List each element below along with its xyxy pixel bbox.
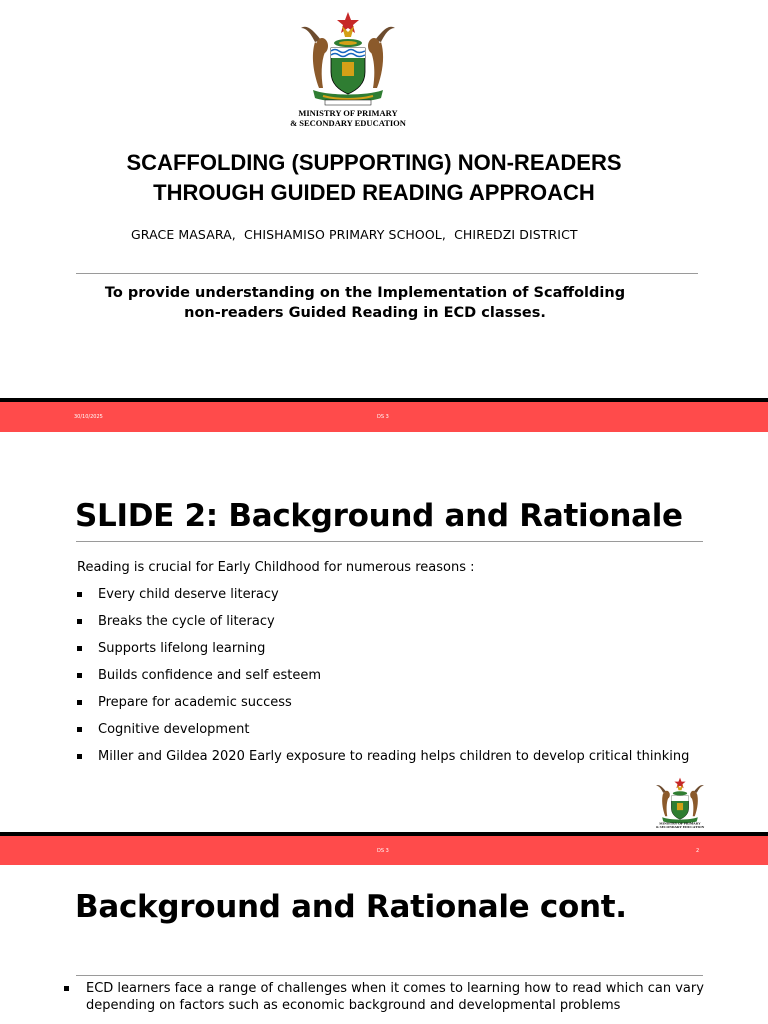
square-bullet-icon xyxy=(64,986,69,991)
footer-rule xyxy=(0,398,768,402)
square-bullet-icon xyxy=(77,592,82,597)
square-bullet-icon xyxy=(77,700,82,705)
crest-caption-line1: MINISTRY OF PRIMARY xyxy=(298,108,398,118)
list-item-text: Supports lifelong learning xyxy=(98,641,266,656)
slide-footer xyxy=(0,398,768,432)
list-item xyxy=(77,667,689,694)
square-bullet-icon xyxy=(77,727,82,732)
author-line: GRACE MASARA, CHISHAMISO PRIMARY SCHOOL, CHIREDZI DISTRICT xyxy=(131,227,578,242)
divider xyxy=(76,541,703,542)
list-item xyxy=(77,694,689,721)
square-bullet-icon xyxy=(77,619,82,624)
slide-footer xyxy=(0,832,768,865)
list-item xyxy=(77,748,689,775)
title-slide xyxy=(0,0,768,398)
slide-title: Background and Rationale cont. xyxy=(75,889,627,925)
slide-title-line2: THROUGH GUIDED READING APPROACH xyxy=(153,180,595,205)
list-item xyxy=(77,586,689,613)
background-rationale-cont-slide xyxy=(0,865,768,1024)
square-bullet-icon xyxy=(77,754,82,759)
list-item-text: Miller and Gildea 2020 Early exposure to reading helps children to develop critical thinking xyxy=(98,749,690,764)
footer-center: DS 3 xyxy=(377,414,389,420)
objective-line2: non-readers Guided Reading in ECD classes. xyxy=(184,305,546,321)
list-item-text: ECD learners face a range of challenges when it comes to learning how to read which can vary depending on factors such as economic background and developmental problems xyxy=(86,981,704,1013)
background-rationale-slide xyxy=(0,432,768,832)
list-item-text: Every child deserve literacy xyxy=(98,587,279,602)
crest-small-caption-line1: MINISTRY OF PRIMARY xyxy=(659,821,701,826)
objective-text xyxy=(60,283,670,323)
footer-date: 30/10/2025 xyxy=(74,414,103,420)
intro-text: Reading is crucial for Early Childhood for numerous reasons : xyxy=(77,560,475,575)
list-item-text: Builds confidence and self esteem xyxy=(98,668,322,683)
footer-center: DS 3 xyxy=(377,848,389,854)
bullet-list xyxy=(64,980,714,1014)
list-item-text: Cognitive development xyxy=(98,722,250,737)
slide-title-line1: SCAFFOLDING (SUPPORTING) NON-READERS xyxy=(126,150,622,175)
coat-of-arms-icon xyxy=(293,10,403,110)
footer-rule xyxy=(0,832,768,836)
crest-small-caption-line2: & SECONDARY EDUCATION xyxy=(655,824,705,829)
objective-line1: To provide understanding on the Implementation of Scaffolding xyxy=(104,285,626,301)
divider xyxy=(76,273,698,274)
crest-caption xyxy=(268,108,428,128)
list-item xyxy=(77,721,689,748)
coat-of-arms-icon xyxy=(652,775,708,829)
list-item xyxy=(77,613,689,640)
list-item-text: Prepare for academic success xyxy=(98,695,292,710)
crest-caption-line2: & SECONDARY EDUCATION xyxy=(290,118,406,128)
slide-title xyxy=(40,148,708,208)
bullet-list xyxy=(77,586,689,775)
square-bullet-icon xyxy=(77,673,82,678)
divider xyxy=(76,975,703,976)
square-bullet-icon xyxy=(77,646,82,651)
list-item xyxy=(77,640,689,667)
list-item-text: Breaks the cycle of literacy xyxy=(98,614,275,629)
page-number: 2 xyxy=(696,848,700,854)
slide-title: SLIDE 2: Background and Rationale xyxy=(75,498,683,534)
list-item xyxy=(64,980,714,1014)
